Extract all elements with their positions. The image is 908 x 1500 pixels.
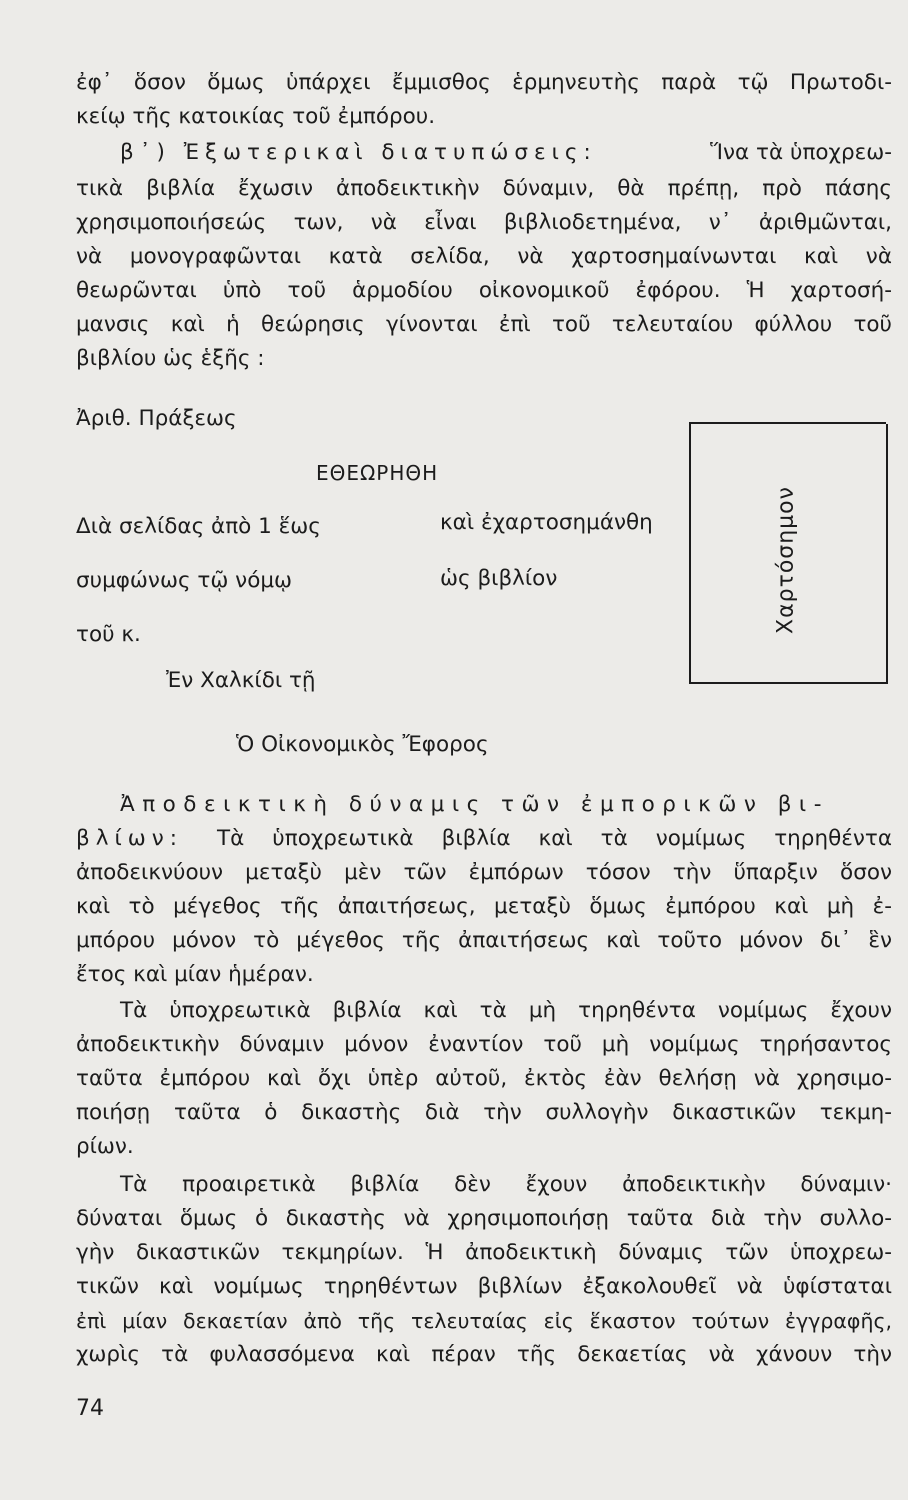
text-line: ἀποδεικνύουν μεταξὺ μὲν τῶν ἐμπόρων τόσον τὴν ὕπαρξιν ὅσον <box>76 860 892 885</box>
section-heading: Ἀποδεικτικὴ δύναμις τῶν ἐμπορικῶν βι- <box>120 792 829 817</box>
text-segment: Τὰ ὑποχρεωτικὰ βιβλία καὶ τὰ νομίμως τηρηθέντα <box>216 826 892 851</box>
text-line: Τὰ προαιρετικὰ βιβλία δὲν ἔχουν ἀποδεικτικὴν δύναμιν· <box>120 1172 892 1197</box>
form-act-number: Ἀριθ. Πράξεως <box>76 406 237 431</box>
text-line: τικὰ βιβλία ἔχωσιν ἀποδεικτικὴν δύναμιν, θὰ πρέπῃ, πρὸ πάσης <box>76 176 892 201</box>
text-line: νὰ μονογραφῶνται κατὰ σελίδα, νὰ χαρτοσημαίνωνται καὶ νὰ <box>76 244 892 269</box>
text-line: ἀποδεικτικὴν δύναμιν μόνον ἐναντίον τοῦ μὴ νομίμως τηρήσαντος <box>76 1032 892 1057</box>
text-line: τικῶν καὶ νομίμως τηρηθέντων βιβλίων ἐξακολουθεῖ νὰ ὑφίσταται <box>76 1274 892 1299</box>
section-line <box>120 136 892 170</box>
text-line: κείῳ τῆς κατοικίας τοῦ ἐμπόρου. <box>76 104 436 129</box>
text-line: θεωρῶνται ὑπὸ τοῦ ἁρμοδίου οἰκονομικοῦ ἐφόρου. Ἡ χαρτοσή- <box>76 278 892 303</box>
form-owner: τοῦ κ. <box>76 622 141 647</box>
section-line <box>120 788 892 822</box>
form-tax-officer: Ὁ Οἰκονομικὸς Ἔφορος <box>236 732 489 757</box>
text-line: Τὰ ὑποχρεωτικὰ βιβλία καὶ τὰ μὴ τηρηθέντα νομίμως ἔχουν <box>120 998 892 1023</box>
text-line: ἐπὶ μίαν δεκαετίαν ἀπὸ τῆς τελευταίας εἰς ἕκαστον τούτων ἐγγραφῆς, <box>76 1309 892 1333</box>
section-heading-cont: βλίων: <box>76 826 183 851</box>
form-place-date: Ἐν Χαλκίδι τῇ <box>166 668 316 693</box>
page-number: 74 <box>76 1396 104 1421</box>
text-line: ποιήσῃ ταῦτα ὁ δικαστὴς διὰ τὴν συλλογὴν δικαστικῶν τεκμη- <box>76 1100 892 1125</box>
form-pages: Διὰ σελίδας ἀπὸ 1 ἕως <box>76 514 321 539</box>
text-line: μανσις καὶ ἡ θεώρησις γίνονται ἐπὶ τοῦ τελευταίου φύλλου τοῦ <box>76 312 892 337</box>
text-line: ρίων. <box>76 1134 134 1159</box>
text-segment: Ἵνα τὰ ὑποχρεω- <box>710 140 892 165</box>
text-line: ἐφ᾽ ὅσον ὅμως ὑπάρχει ἔμμισθος ἑρμηνευτὴς παρὰ τῷ Πρωτοδι- <box>76 70 892 95</box>
text-line: χρησιμοποιήσεώς των, νὰ εἶναι βιβλιοδετημένα, ν᾽ ἀριθμῶνται, <box>76 210 892 235</box>
section-line <box>76 822 892 856</box>
text-line: μπόρου μόνον τὸ μέγεθος τῆς ἀπαιτήσεως καὶ τοῦτο μόνον δι᾽ ἓν <box>76 928 892 953</box>
section-heading: β᾽) Ἐξωτερικαὶ διατυπώσεις: <box>120 140 597 165</box>
stamp-label: Χαρτόσημον <box>773 486 799 634</box>
text-line: ταῦτα ἐμπόρου καὶ ὄχι ὑπὲρ αὐτοῦ, ἐκτὸς ἐὰν θελήσῃ νὰ χρησιμο- <box>76 1066 892 1091</box>
text-line: βιβλίου ὡς ἑξῆς : <box>76 346 265 371</box>
form-as-book: ὡς βιβλίον <box>440 566 558 591</box>
text-line: χωρὶς τὰ φυλασσόμενα καὶ πέραν τῆς δεκαετίας νὰ χάνουν τὴν <box>76 1342 892 1367</box>
form-stamped: καὶ ἐχαρτοσημάνθη <box>440 510 653 535</box>
form-law: συμφώνως τῷ νόμῳ <box>76 568 293 593</box>
text-line: καὶ τὸ μέγεθος τῆς ἀπαιτήσεως, μεταξὺ ὅμως ἐμπόρου καὶ μὴ ἐ- <box>76 894 892 919</box>
text-line: δύναται ὅμως ὁ δικαστὴς νὰ χρησιμοποιήσῃ ταῦτα διὰ τὴν συλλο- <box>76 1206 892 1231</box>
text-line: ἔτος καὶ μίαν ἡμέραν. <box>76 962 314 987</box>
text-line: γὴν δικαστικῶν τεκμηρίων. Ἡ ἀποδεικτικὴ δύναμις τῶν ὑποχρεω- <box>76 1240 892 1265</box>
form-title: ΕΘΕΩΡΗΘΗ <box>316 461 439 485</box>
